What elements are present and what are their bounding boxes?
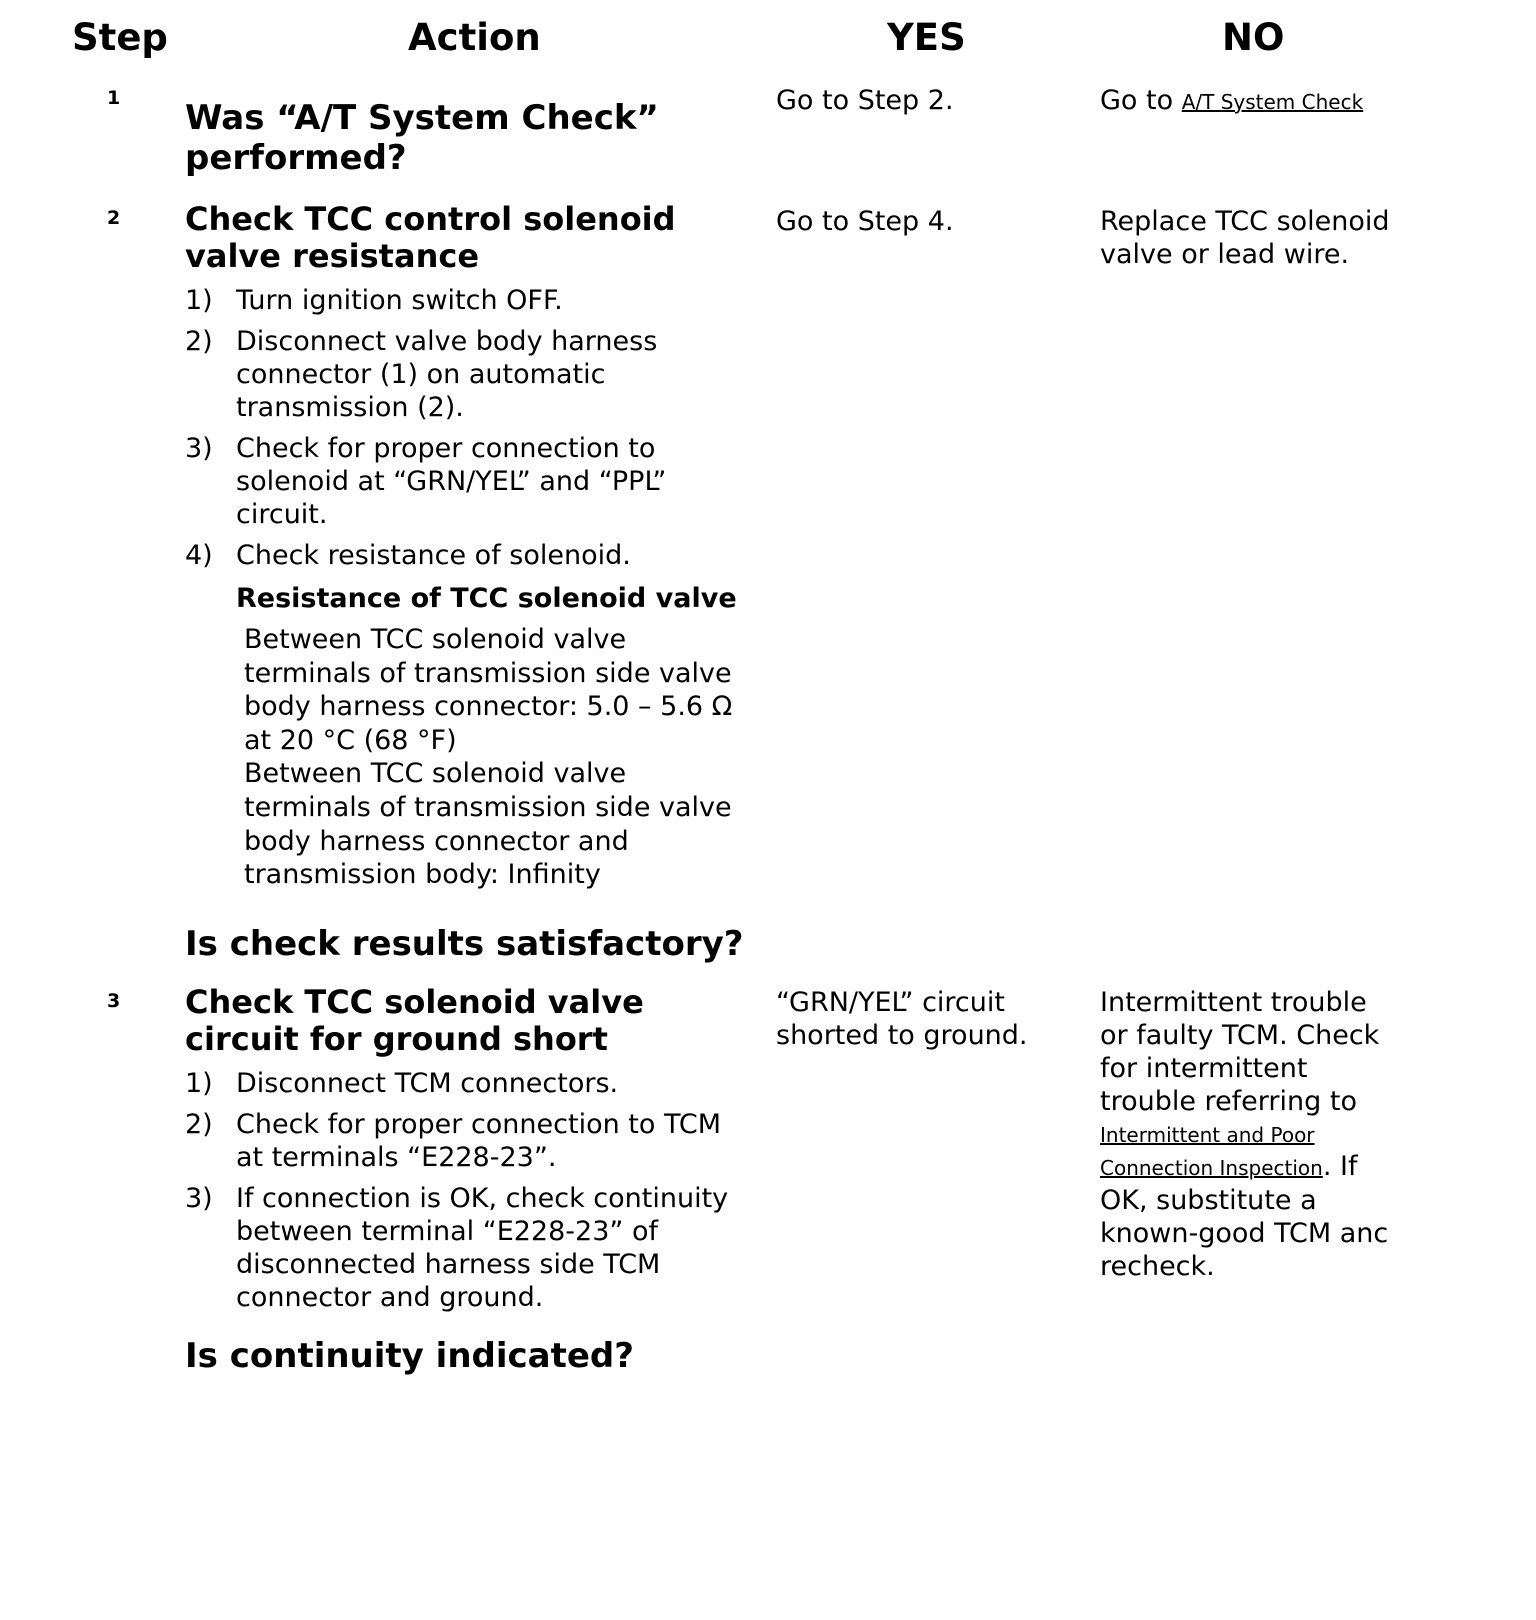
yes-action: Go to Step 2. bbox=[776, 85, 954, 116]
header-step: Step bbox=[72, 16, 168, 59]
step-title: Check TCC control solenoid valve resistance bbox=[185, 200, 676, 275]
intermittent-inspection-link[interactable]: Connection Inspection bbox=[1100, 1156, 1323, 1180]
step-number: 3 bbox=[107, 990, 121, 1012]
procedure-list bbox=[185, 284, 745, 572]
step-number: 2 bbox=[107, 207, 121, 229]
list-item: 2) Disconnect valve body harness connector (1) on automatic transmission (2). bbox=[185, 326, 658, 423]
header-no: NO bbox=[1222, 16, 1285, 59]
intermittent-inspection-link[interactable]: Intermittent and Poor bbox=[1100, 1123, 1315, 1147]
no-action: Replace TCC solenoid valve or lead wire. bbox=[1100, 206, 1390, 270]
list-item: 1) Turn ignition switch OFF. bbox=[185, 285, 563, 316]
yes-action: “GRN/YEL” circuit shorted to ground. bbox=[776, 987, 1028, 1051]
spec-title: Resistance of TCC solenoid valve bbox=[236, 583, 737, 614]
no-action-prefix: Go to bbox=[1100, 85, 1182, 116]
no-action bbox=[1100, 84, 1363, 119]
step-action bbox=[185, 201, 745, 964]
step-question: Is check results satisfactory? bbox=[185, 923, 744, 964]
spec-value: Between TCC solenoid valve terminals of transmission side valve body harness connector: 5.0 – 5.6 Ω at 20 °C (68 °F) bbox=[244, 624, 733, 756]
spec-value: Between TCC solenoid valve terminals of transmission side valve body harness connector and transmission body: Infinity bbox=[244, 758, 732, 891]
step-question: Was “A/T System Check” performed? bbox=[185, 98, 659, 178]
no-action: Intermittent trouble or faulty TCM. Check for intermittent trouble referring to Intermittent and Poor Connection Inspection. If OK, substitute a known-good TCM anc recheck. bbox=[1100, 987, 1389, 1282]
step-question: Is continuity indicated? bbox=[185, 1336, 634, 1376]
header-action: Action bbox=[408, 16, 541, 59]
list-item: 2) Check for proper connection to TCM at terminals “E228-23”. bbox=[185, 1109, 722, 1173]
list-item: 3) Check for proper connection to solenoid at “GRN/YEL” and “PPL” circuit. bbox=[185, 433, 667, 530]
step-title: Check TCC solenoid valve circuit for ground short bbox=[185, 983, 644, 1058]
step-number: 1 bbox=[107, 87, 121, 109]
at-system-check-link[interactable]: A/T System Check bbox=[1181, 90, 1364, 114]
list-item: 4) Check resistance of solenoid. bbox=[185, 540, 631, 571]
yes-action: Go to Step 4. bbox=[776, 206, 954, 237]
step-action bbox=[185, 984, 745, 1376]
header-yes: YES bbox=[887, 16, 966, 59]
procedure-list bbox=[185, 1067, 745, 1314]
list-item: 1) Disconnect TCM connectors. bbox=[185, 1068, 619, 1099]
list-item: 3) If connection is OK, check continuity between terminal “E228-23” of disconnected harness side TCM connector and ground. bbox=[185, 1183, 729, 1313]
